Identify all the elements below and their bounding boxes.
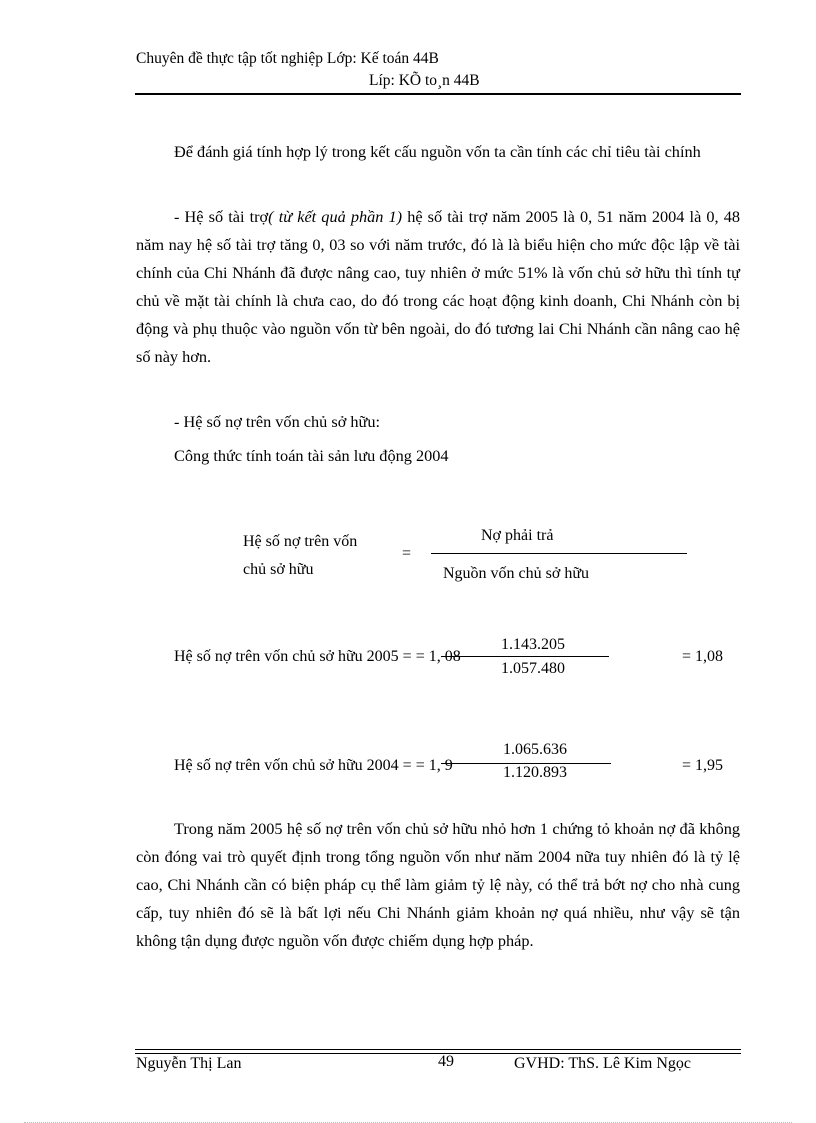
paragraph-formula-intro: Công thức tính toán tài sản lưu động 2004 <box>174 446 449 465</box>
calc-2005-label: Hệ số nợ trên vốn chủ sở hữu 2005 = = 1, 08 <box>174 648 461 665</box>
footer-supervisor: GVHD: ThS. Lê Kim Ngọc <box>514 1055 692 1072</box>
calc-2004-numerator: 1.065.636 <box>503 741 567 758</box>
footer-author: Nguyễn Thị Lan <box>136 1055 242 1072</box>
paragraph-debt-equity-heading: - Hệ số nợ trên vốn chủ sở hữu: <box>174 412 381 431</box>
header-class-garbled: Líp: KÕ to¸n 44B <box>369 72 480 89</box>
header-title: Chuyên đề thực tập tốt nghiệp Lớp: Kế toán 44B <box>136 50 439 67</box>
paragraph-funding-ratio: - Hệ số tài trợ( từ kết quả phần 1) hệ số tài trợ năm 2005 là 0, 51 năm 2004 là 0, 48 năm nay hệ số tài trợ tăng 0, 03 so với năm trước, đó là là biểu hiện cho mức độc lập về tài chính của Chi Nhánh đã được nâng cao, tuy nhiên ở mức 51% là vốn chủ sở hữu thì tính tự chủ về mặt tài chính là chưa cao, do đó trong các hoạt động kinh doanh, Chi Nhánh còn bị động và phụ thuộc vào nguồn vốn từ bên ngoài, do đó tương lai Chi Nhánh cần nâng cao hệ số này hơn. <box>136 207 741 366</box>
paragraph-conclusion: Trong năm 2005 hệ số nợ trên vốn chủ sở hữu nhỏ hơn 1 chứng tỏ khoản nợ đã không còn đóng vai trò quyết định trong tổng nguồn vốn như năm 2004 nữa tuy nhiên đó là tỷ lệ cao, Chi Nhánh cần có biện pháp cụ thể làm giảm tỷ lệ này, có thể trả bớt nợ cho nhà cung cấp, tuy nhiên đó sẽ là bất lợi nếu Chi Nhánh giảm khoản nợ quá nhiều, như vậy sẽ tận không tận dụng được nguồn vốn được chiếm dụng hợp pháp. <box>136 819 740 950</box>
page-number: 49 <box>438 1053 454 1070</box>
header-rule <box>135 93 741 95</box>
formula-label-line2: chủ sở hữu <box>243 561 314 578</box>
calc-2004-label: Hệ số nợ trên vốn chủ sở hữu 2004 = = 1, 9 <box>174 757 453 774</box>
formula-label-line1: Hệ số nợ trên vốn <box>243 533 358 550</box>
formula-equals: = <box>402 545 412 562</box>
calc-2004-result: = 1,95 <box>682 757 724 774</box>
calc-2005-numerator: 1.143.205 <box>501 636 565 653</box>
formula-fraction-line <box>431 553 687 554</box>
paragraph-intro: Để đánh giá tính hợp lý trong kết cấu nguồn vốn ta cần tính các chỉ tiêu tài chính <box>174 142 701 161</box>
formula-denominator: Nguồn vốn chủ sở hữu <box>443 565 590 582</box>
footer-rule-top <box>135 1049 741 1050</box>
calc-2005-fraction-line <box>441 656 609 657</box>
calc-2004-denominator: 1.120.893 <box>503 764 567 781</box>
formula-numerator: Nợ phải trả <box>481 527 554 544</box>
calc-2005-denominator: 1.057.480 <box>501 660 565 677</box>
calc-2005-result: = 1,08 <box>682 648 724 665</box>
